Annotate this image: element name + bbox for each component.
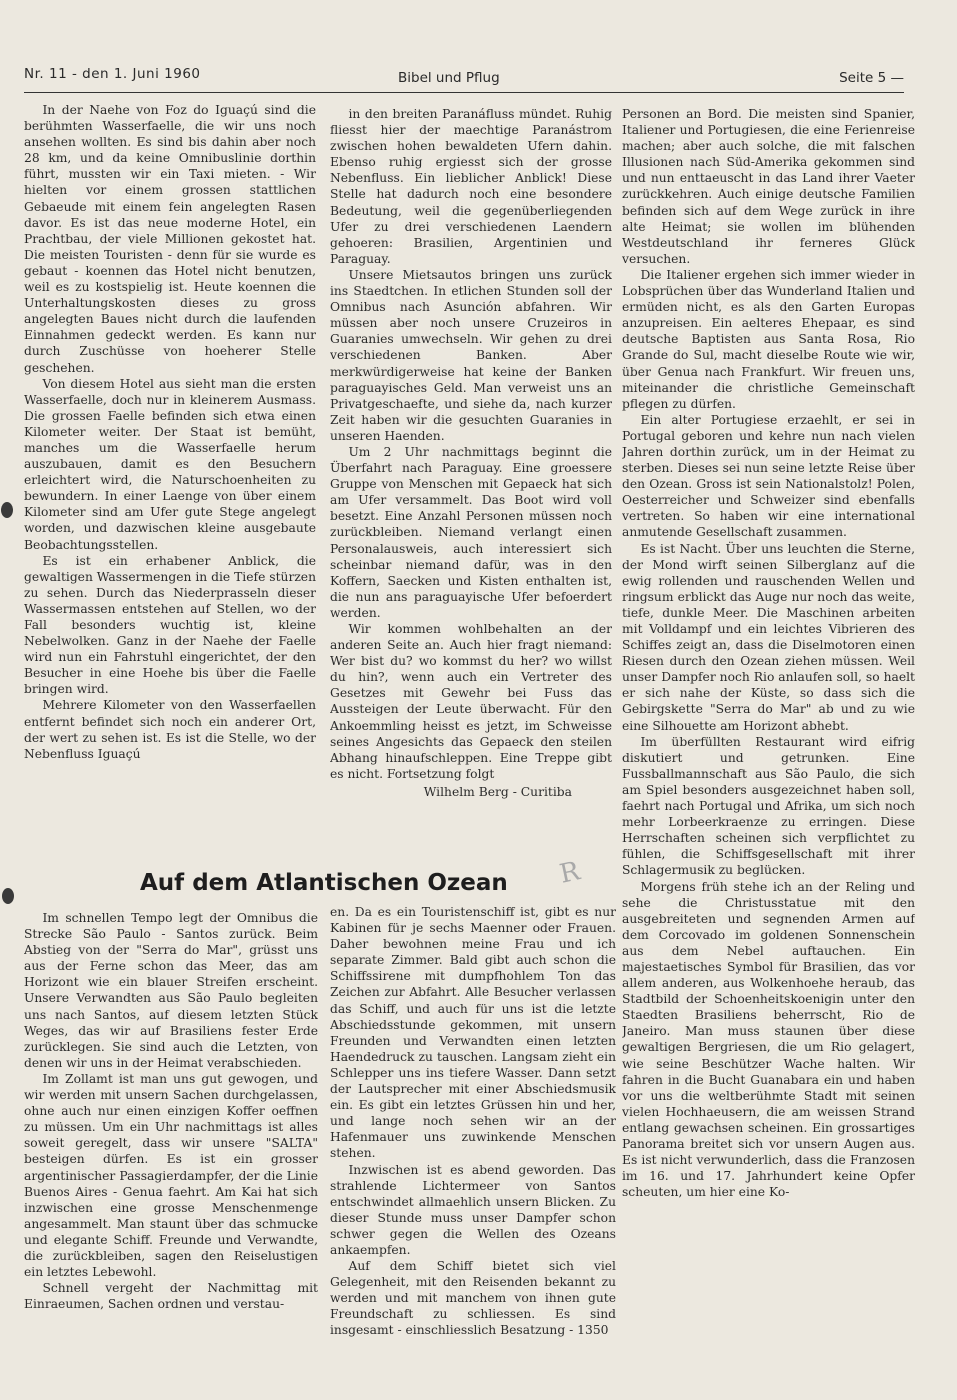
newspaper-title: Bibel und Pflug — [398, 70, 500, 86]
paragraph: Wir kommen wohlbehalten an der anderen Seite an. Auch hier fragt niemand: Wer bist du? wo kommst du her? wo willst du hin?, wenn auch ein Vertreter des Gesetzes mit Gewehr bei Fuss das Aussteigen der Leute überwacht. Für den Ankoemmling heisst es jetzt, im Schweisse seines Angesichts das Gepaeck den steilen Abhang hinaufschleppen. Eine Treppe gibt es nicht. Fortsetzung folgt — [330, 622, 612, 781]
paragraph: Im überfüllten Restaurant wird eifrig diskutiert und getrunken. Eine Fussballmannschaft aus São Paulo, die sich am Spiel besonders ausgezeichnet haben soll, faehrt nach Portugal und Afrika, um sich noch mehr Lorbeerkraenze zu erringen. Diese Herrschaften scheinen sich verpflichtet zu fühlen, die Schiffsgesellschaft mit ihrer Schlagermusik zu beglücken. — [622, 734, 915, 878]
article2-column-left — [24, 910, 318, 1370]
punch-hole-bottom — [2, 888, 14, 904]
article2-column-middle — [330, 904, 616, 1374]
author-signature: Wilhelm Berg - Curitiba — [423, 784, 572, 799]
header-rule — [24, 92, 904, 93]
paragraph: Mehrere Kilometer von den Wasserfaellen entfernt befindet sich noch ein anderer Ort, der wert zu sehen ist. Es ist die Stelle, wo der Nebenfluss Iguaçú — [24, 698, 316, 761]
article1-column-2 — [330, 106, 612, 846]
paragraph: Die Italiener ergehen sich immer wieder in Lobsprüchen über das Wunderland Italien und ermüden nicht, es als den Garten Europas anzupreisen. Ein aelteres Ehepaar, es sind deutsche Baptisten aus Santa Rosa, Rio Grande do Sul, macht dieselbe Route wie wir, über Genua nach Frankfurt. Wir freuen uns, miteinander die christliche Gemeinschaft pflegen zu dürfen. — [622, 267, 915, 411]
paragraph: Im schnellen Tempo legt der Omnibus die Strecke São Paulo - Santos zurück. Beim Abstieg von der "Serra do Mar", grüsst uns aus der Ferne schon das Meer, das am Horizont wie ein blauer Streifen erscheint. Unsere Verwandten aus São Paulo begleiten uns nach Santos, auf diesem letzten Stück Weges, das wir auf Brasiliens fester Erde zurücklegen. Sie sind auch die Letzten, von denen wir uns in der Heimat verabschieden. — [24, 911, 318, 1070]
article-headline: Auf dem Atlantischen Ozean — [140, 870, 508, 896]
paragraph: Unsere Mietsautos bringen uns zurück ins Staedtchen. In etlichen Stunden soll der Omnibus nach Asunción abfahren. Wir müssen aber noch unsere Cruzeiros in Guaranies umwechseln. Wir gehen zu drei verschiedenen Banken. Aber merkwürdigerweise hat keine der Banken paraguayisches Geld. Man verweist uns an Privatgeschaefte, und siehe da, nach kurzer Zeit haben wir die gesuchten Guaranies in unseren Haenden. — [330, 267, 612, 443]
paragraph: Auf dem Schiff bietet sich viel Gelegenheit, mit den Reisenden bekannt zu werden und mit manchem von ihnen gute Freundschaft zu schliessen. Es sind insgesamt - einschliesslich Besatzung - 1350 — [330, 1259, 616, 1338]
paragraph: Personen an Bord. Die meisten sind Spanier, Italiener und Portugiesen, die eine Ferienreise machen; aber auch solche, die mit falschen Illusionen nach Süd-Amerika gekommen sind und nun enttaeuscht in das Land ihrer Vaeter zurückkehren. Auch einige deutsche Familien befinden sich auf dem Wege zurück in ihre alte Heimat; sie wollen im blühenden Westdeutschland ihr ferneres Glück versuchen. — [622, 107, 915, 266]
paragraph: Es ist Nacht. Über uns leuchten die Sterne, der Mond wirft seinen Silberglanz auf die ewig rollenden und rauschenden Wellen und ringsum erblickt das Auge nur noch das weite, tiefe, dunkle Meer. Die Maschinen arbeiten mit Volldampf und ein leichtes Vibrieren des Schiffes zeigt an, dass die Diselmotoren einen Riesen durch den Ozean ziehen müssen. Weil unser Dampfer noch Rio anlaufen soll, so haelt er sich nahe der Küste, so dass sich die Gebirgskette "Serra do Mar" ab und zu wie eine Silhouette am Horizont abhebt. — [622, 541, 915, 733]
paragraph: in den breiten Paranáfluss mündet. Ruhig fliesst hier der maechtige Paranástrom zwischen hohen bewaldeten Ufern dahin. Ebenso ruhig ergiesst sich der grosse Nebenfluss. Ein lieblicher Anblick! Diese Stelle hat dadurch noch eine besondere Bedeutung, weil die gegenüberliegenden Ufer zu drei verschiedenen Laendern gehoeren: Brasilien, Argentinien und Paraguay. — [330, 107, 612, 266]
margin-mark: R — [557, 856, 583, 890]
paragraph: Um 2 Uhr nachmittags beginnt die Überfahrt nach Paraguay. Eine groessere Gruppe von Menschen mit Gepaeck hat sich am Ufer versammelt. Das Boot wird voll besetzt. Eine Anzahl Personen müssen noch zurückbleiben. Niemand verlangt einen Personalausweis, auch interessiert sich scheinbar niemand dafür, was in den Koffern, Saecken und Kisten enthalten ist, die nun ans paraguayische Ufer befoerdert werden. — [330, 444, 612, 620]
paragraph: Schnell vergeht der Nachmittag mit Einraeumen, Sachen ordnen und verstau- — [24, 1281, 318, 1312]
page-number: Seite 5 — — [839, 70, 904, 86]
punch-hole-top — [1, 502, 13, 518]
paragraph: Morgens früh stehe ich an der Reling und sehe die Christusstatue mit den ausgebreiteten und segnenden Armen auf dem Corcovado im goldenen Sonnenschein aus dem Nebel auftauchen. Ein majestaetisches Symbol für Brasilien, das vor allem anderen, aus Wolkenhoehe heraub, das Stadtbild der Schoenheitskoenigin unter den Staedten Brasiliens beherrscht, Rio de Janeiro. Man muss staunen über diese gewaltigen Bergriesen, die um Rio gelagert, wie seine Beschützer Wache halten. Wir fahren in die Bucht Guanabara ein und haben vor uns die weltberühmte Stadt mit seinen vielen Hochhaeusern, die am weissen Strand entlang gewachsen scheinen. Ein grossartiges Panorama breitet sich vor unsern Augen aus. Es ist nicht verwunderlich, dass die Franzosen im 16. und 17. Jahrhundert keine Opfer scheuten, um hier eine Ko- — [622, 879, 915, 1200]
paragraph: Von diesem Hotel aus sieht man die ersten Wasserfaelle, doch nur in kleinerem Ausmass. Die grossen Faelle befinden sich etwa einen Kilometer weiter. Der Staat ist bemüht, manches um die Wasserfaelle herum auszubauen, damit es den Besuchern erleichtert wird, die Naturschoenheiten zu bewundern. In einer Laenge von über einem Kilometer sind am Ufer gute Stege angelegt worden, und dazwischen kleine ausgebaute Beobachtungsstellen. — [24, 376, 316, 552]
paragraph: In der Naehe von Foz do Iguaçú sind die berühmten Wasserfaelle, die wir uns noch ansehen wollten. Es sind bis dahin aber noch 28 km, und da keine Omnibuslinie dorthin führt, mussten wir ein Taxi mieten. - Wir hielten vor einem grossen stattlichen Gebaeude mit einem fein angelegten Rasen davor. Es ist das neue moderne Hotel, ein Prachtbau, der viele Millionen gekostet hat. Die meisten Touristen - denn für sie wurde es gebaut - koennen das Hotel nicht benutzen, weil es zu kostspielig ist. Heute koennen die Unterhaltungskosten dieses zu gross angelegten Baues nicht durch die laufenden Einnahmen gedeckt werden. Es kann nur durch Zuschüsse von hoeherer Stelle geschehen. — [24, 103, 316, 375]
page-header — [24, 62, 904, 92]
paragraph: Es ist ein erhabener Anblick, die gewaltigen Wassermengen in die Tiefe stürzen zu sehen. Durch das Niederprasseln dieser Wassermassen entstehen auf Stellen, wo der Fall besonders wuchtig ist, kleine Nebelwolken. Ganz in der Naehe der Faelle wird nun ein Fahrstuhl eingerichtet, der den Besucher in eine Hoehe bis über die Faelle bringen wird. — [24, 553, 316, 697]
paragraph: Ein alter Portugiese erzaehlt, er sei in Portugal geboren und kehre nun nach vielen Jahren dorthin zurück, um in der Heimat zu sterben. Dieses sei nun seine letzte Reise über den Ozean. Gross ist sein Nationalstolz! Polen, Oesterreicher und Schweizer sind ebenfalls vertreten. So haben wir eine international anmutende Gesellschaft zusammen. — [622, 412, 915, 540]
paragraph: Im Zollamt ist man uns gut gewogen, und wir werden mit unsern Sachen durchgelassen, ohne auch nur einen einzigen Koffer oeffnen zu müssen. Um ein Uhr nachmittags ist alles soweit geregelt, dass wir unsere "SALTA" besteigen dürfen. Es ist ein grosser argentinischer Passagierdampfer, der die Linie Buenos Aires - Genua faehrt. Am Kai hat sich inzwischen eine grosse Menschenmenge angesammelt. Man staunt über das schmucke und elegante Schiff. Freunde und Verwandte, die zurückbleiben, sagen den Reiselustigen ein letztes Lebewohl. — [24, 1071, 318, 1280]
issue-date: Nr. 11 - den 1. Juni 1960 — [24, 66, 201, 82]
paragraph: Inzwischen ist es abend geworden. Das strahlende Lichtermeer von Santos entschwindet allmaehlich unsern Blicken. Zu dieser Stunde muss unser Dampfer schon schwer gegen die Wellen des Ozeans ankaempfen. — [330, 1162, 616, 1257]
article1-column-1 — [24, 102, 316, 854]
paragraph: en. Da es ein Touristenschiff ist, gibt es nur Kabinen für je sechs Maenner oder Frauen. Daher bewohnen meine Frau und ich separate Zimmer. Bald gibt auch schon die Schiffssirene mit dumpfhohlem Ton das Zeichen zur Abfahrt. Alle Besucher verlassen das Schiff, und auch für uns ist die letzte Abschiedsstunde gekommen, mit unsern Freunden und Verwandten einen letzten Haendedruck zu tauschen. Langsam zieht ein Schlepper uns ins tiefere Wasser. Dann setzt der Lautsprecher mit einer Abschiedsmusik ein. Es gibt ein letztes Grüssen hin und her, und lange noch sehen wir an der Hafenmauer uns zuwinkende Menschen stehen. — [330, 905, 616, 1161]
article2-column-right — [622, 106, 915, 1396]
